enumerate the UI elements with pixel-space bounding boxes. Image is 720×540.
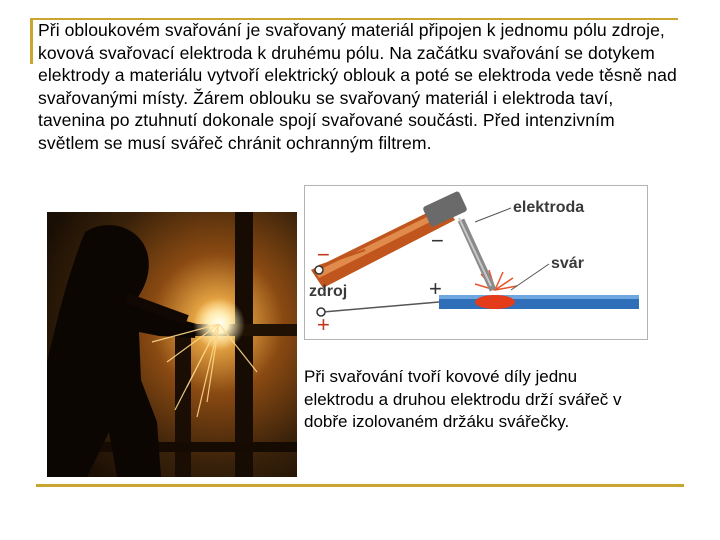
minus-sign-holder: − — [431, 228, 444, 253]
weld-pool — [475, 295, 515, 309]
caption-paragraph: Při svařování tvoří kovové díly jednu elektrodu a druhou elektrodu drží svářeč v dobře izolovaném držáku svářečky. — [304, 367, 622, 431]
welding-diagram-illustration — [305, 186, 647, 339]
terminal-minus — [315, 266, 323, 274]
label-zdroj: zdroj — [309, 283, 348, 300]
welder-photo — [47, 212, 297, 477]
cable-to-plate — [323, 302, 439, 312]
sparks — [475, 270, 517, 290]
main-paragraph: Při obloukovém svařování je svařovaný materiál připojen k jednomu pólu zdroje, kovová svařovací elektroda k druhému pólu. Na začátku svařování se dotykem elektrody a materiálu vytvoří elektrický oblouk a poté se elektroda vede těsně nad svařovanými místy. Žárem oblouku se svařovaný materiál i elektroda taví, tavenina po ztuhnutí dokonale spojí svařované součásti. Před intenzivním světlem se musí svářeč chránit ochranným filtrem. — [38, 20, 677, 153]
minus-sign-left: − — [317, 242, 330, 267]
plus-sign-left: + — [317, 312, 330, 337]
label-svar: svár — [551, 255, 584, 272]
welder-photo-illustration — [47, 212, 297, 477]
side-rule — [30, 18, 33, 64]
label-elektroda: elektroda — [513, 199, 585, 216]
bottom-rule — [36, 484, 684, 487]
plus-sign-plate: + — [429, 276, 442, 301]
welding-diagram — [304, 185, 648, 340]
